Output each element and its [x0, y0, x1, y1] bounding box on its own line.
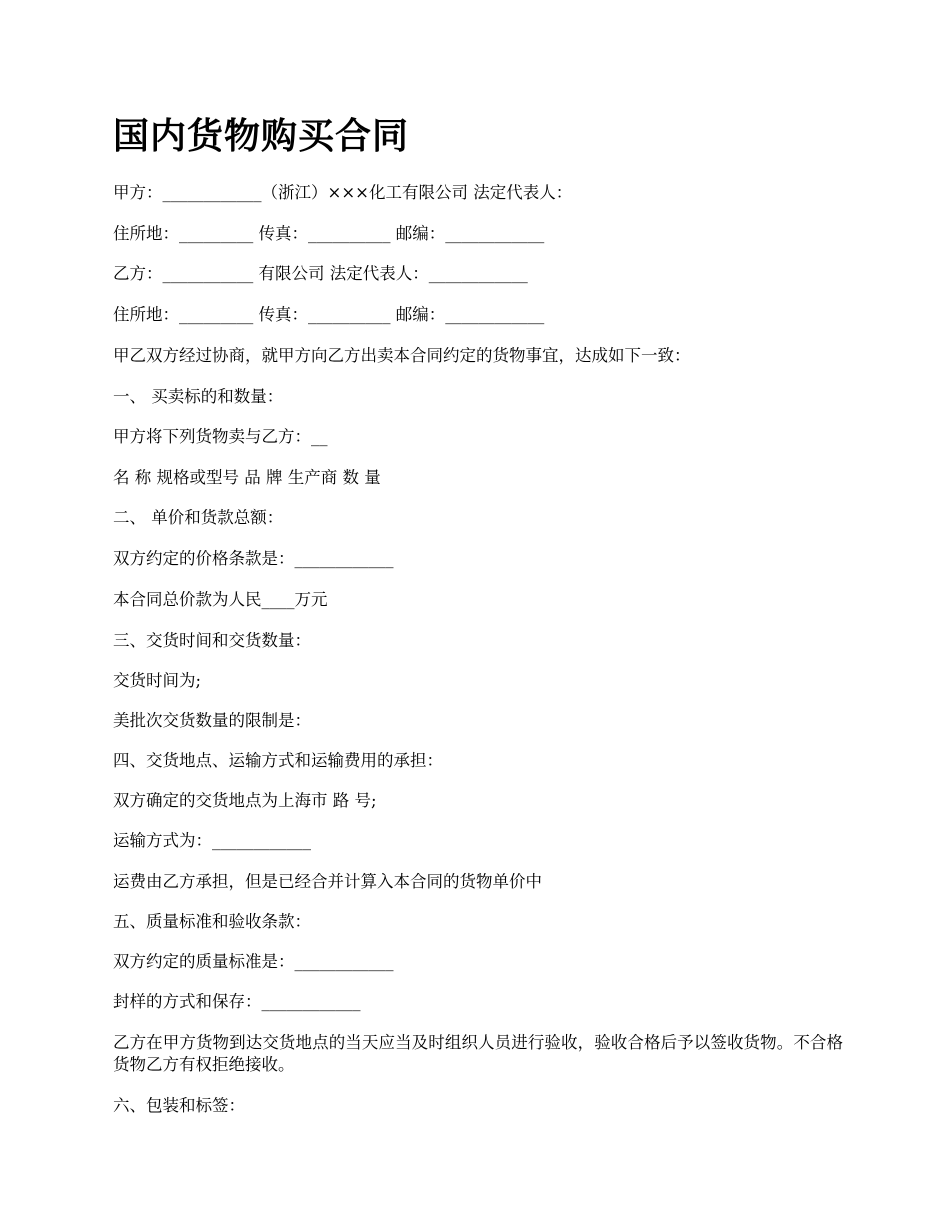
section-heading: 三、交货时间和交货数量： [113, 631, 311, 650]
goods-table-header: 名 称 规格或型号 品 牌 生产商 数 量 [113, 468, 381, 487]
party-a-address-line: 住所地：_________ 传真：__________ 邮编：____________ [113, 224, 545, 243]
clause-line: 本合同总价款为人民____万元 [113, 590, 328, 609]
acceptance-paragraph: 乙方在甲方货物到达交货地点的当天应当及时组织人员进行验收，验收合格后予以签收货物。不合格货物乙方有权拒绝接收。 [113, 1033, 843, 1074]
party-b-address-line: 住所地：_________ 传真：__________ 邮编：____________ [113, 305, 545, 324]
clause-line: 运输方式为：____________ [113, 831, 311, 850]
intro-paragraph: 甲乙双方经过协商，就甲方向乙方出卖本合同约定的货物事宜，达成如下一致： [113, 346, 691, 365]
clause-line: 甲方将下列货物卖与乙方：__ [113, 427, 328, 446]
clause-line: 美批次交货数量的限制是： [113, 711, 311, 730]
section-heading: 二、 单价和货款总额： [113, 508, 284, 527]
party-b-line: 乙方：___________ 有限公司 法定代表人：____________ [113, 264, 528, 283]
clause-line: 封样的方式和保存：____________ [113, 992, 361, 1011]
clause-line: 双方约定的价格条款是：____________ [113, 549, 394, 568]
clause-line: 双方确定的交货地点为上海市 路 号; [113, 791, 377, 810]
clause-line: 运费由乙方承担，但是已经合并计算入本合同的货物单价中 [113, 872, 542, 891]
clause-line: 交货时间为; [113, 671, 202, 690]
section-heading: 四、交货地点、运输方式和运输费用的承担： [113, 751, 443, 770]
section-heading: 一、 买卖标的和数量： [113, 387, 284, 406]
section-heading: 五、质量标准和验收条款： [113, 912, 311, 931]
section-heading: 六、包装和标签： [113, 1096, 245, 1115]
document-title: 国内货物购买合同 [113, 115, 410, 157]
clause-line: 双方约定的质量标准是：____________ [113, 952, 394, 971]
party-a-line: 甲方：____________（浙江）×××化工有限公司 法定代表人： [113, 183, 573, 202]
